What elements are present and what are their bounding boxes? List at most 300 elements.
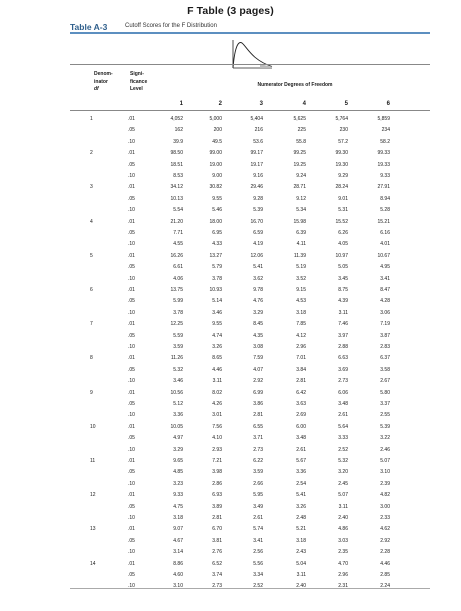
table-row [0, 125, 461, 135]
significance-level-cell: .01 [128, 526, 135, 533]
cutoff-value-cell: 16.26 [170, 252, 183, 259]
header-significance-line: Level [130, 86, 143, 92]
significance-level-cell: .05 [128, 469, 135, 476]
cutoff-value-cell: 3.41 [253, 537, 263, 544]
cutoff-value-cell: 4.95 [380, 264, 390, 271]
denominator-df-cell: 13 [90, 526, 96, 533]
table-row [0, 217, 461, 227]
header-bottom-rule [70, 110, 430, 111]
denominator-df-cell: 3 [90, 184, 93, 191]
significance-level-cell: .05 [128, 537, 135, 544]
denominator-df-cell: 11 [90, 458, 96, 464]
cutoff-value-cell: 2.31 [338, 583, 348, 590]
cutoff-value-cell: 3.11 [338, 309, 348, 316]
significance-level-cell: .10 [128, 583, 135, 590]
denominator-df-cell: 10 [90, 423, 96, 430]
cutoff-value-cell: 3.78 [173, 309, 183, 316]
cutoff-value-cell: 29.46 [250, 184, 263, 191]
cutoff-value-cell: 2.28 [380, 549, 390, 556]
header-denominator-line: Denom- [94, 71, 113, 77]
cutoff-value-cell: 5.39 [380, 423, 390, 430]
cutoff-value-cell: 3.26 [296, 503, 306, 510]
cutoff-value-cell: 19.30 [335, 161, 348, 168]
column-header: 2 [218, 101, 222, 107]
column-header: 1 [179, 101, 183, 107]
cutoff-value-cell: 4.55 [173, 241, 183, 248]
cutoff-value-cell: 4.86 [338, 526, 348, 533]
cutoff-value-cell: 4.82 [380, 492, 390, 499]
table-row [0, 114, 461, 124]
cutoff-value-cell: 4.35 [253, 332, 263, 339]
cutoff-value-cell: 9.55 [212, 195, 222, 202]
cutoff-value-cell: 2.54 [296, 480, 306, 487]
denominator-df-cell: 4 [90, 218, 93, 225]
cutoff-value-cell: 19.25 [293, 161, 306, 168]
caption-rule [70, 32, 430, 34]
column-header: 4 [302, 101, 306, 107]
significance-level-cell: .10 [128, 207, 135, 214]
denominator-df-cell: 8 [90, 355, 93, 362]
table-row [0, 490, 461, 500]
cutoff-value-cell: 3.11 [338, 503, 348, 510]
cutoff-value-cell: 9.12 [296, 195, 306, 202]
table-row [0, 308, 461, 318]
cutoff-value-cell: 13.27 [209, 252, 222, 259]
cutoff-value-cell: 2.39 [380, 480, 390, 487]
cutoff-value-cell: 6.63 [338, 355, 348, 362]
cutoff-value-cell: 4.70 [338, 560, 348, 567]
denominator-df-cell: 2 [90, 150, 93, 157]
cutoff-value-cell: 6.59 [253, 230, 263, 236]
denominator-df-cell: 5 [90, 252, 93, 259]
cutoff-value-cell: 2.66 [253, 480, 263, 487]
cutoff-value-cell: 225 [297, 127, 306, 134]
cutoff-value-cell: 2.96 [296, 344, 306, 350]
table-row [0, 331, 461, 341]
cutoff-value-cell: 3.46 [212, 309, 222, 316]
cutoff-value-cell: 49.5 [212, 138, 222, 145]
cutoff-value-cell: 3.18 [173, 515, 183, 521]
cutoff-value-cell: 18.51 [170, 161, 183, 168]
cutoff-value-cell: 3.62 [253, 275, 263, 282]
cutoff-value-cell: 27.91 [377, 184, 390, 191]
cutoff-value-cell: 4.26 [212, 401, 222, 407]
denominator-df-cell: 12 [90, 492, 96, 499]
cutoff-value-cell: 3.81 [212, 537, 222, 544]
cutoff-value-cell: 11.39 [293, 252, 306, 259]
cutoff-value-cell: 3.29 [173, 446, 183, 453]
cutoff-value-cell: 3.59 [173, 344, 183, 350]
cutoff-value-cell: 58.2 [380, 138, 390, 145]
cutoff-value-cell: 4.67 [173, 537, 183, 544]
table-row [0, 171, 461, 181]
cutoff-value-cell: 28.71 [293, 184, 306, 191]
cutoff-value-cell: 6.55 [253, 423, 263, 430]
cutoff-value-cell: 2.24 [380, 583, 390, 590]
significance-level-cell: .05 [128, 264, 135, 271]
cutoff-value-cell: 13.75 [170, 287, 183, 293]
cutoff-value-cell: 8.53 [173, 173, 183, 179]
table-row [0, 524, 461, 534]
table-row [0, 285, 461, 295]
significance-level-cell: .05 [128, 127, 135, 134]
significance-level-cell: .05 [128, 572, 135, 578]
significance-level-cell: .01 [128, 458, 135, 464]
significance-level-cell: .05 [128, 366, 135, 373]
cutoff-value-cell: 55.8 [296, 138, 306, 145]
cutoff-value-cell: 4.62 [380, 526, 390, 533]
table-row [0, 194, 461, 204]
denominator-df-cell: 7 [90, 321, 93, 328]
cutoff-value-cell: 12.06 [250, 252, 263, 259]
cutoff-value-cell: 2.85 [380, 572, 390, 578]
cutoff-value-cell: 10.93 [209, 287, 222, 293]
cutoff-value-cell: 5.56 [253, 560, 263, 567]
table-row [0, 433, 461, 443]
cutoff-value-cell: 9.28 [253, 195, 263, 202]
header-denominator [94, 71, 113, 94]
cutoff-value-cell: 5.14 [212, 298, 222, 305]
cutoff-value-cell: 9.29 [338, 173, 348, 179]
cutoff-value-cell: 3.52 [296, 275, 306, 282]
table-row [0, 388, 461, 398]
significance-level-cell: .05 [128, 230, 135, 236]
cutoff-value-cell: 200 [213, 127, 222, 134]
cutoff-value-cell: 5.32 [338, 458, 348, 464]
header-significance-line: Signi- [130, 71, 144, 77]
cutoff-value-cell: 5.41 [253, 264, 263, 271]
cutoff-value-cell: 3.18 [296, 537, 306, 544]
table-row [0, 205, 461, 215]
cutoff-value-cell: 8.65 [212, 355, 222, 362]
cutoff-value-cell: 4.74 [212, 332, 222, 339]
cutoff-value-cell: 99.00 [209, 150, 222, 157]
cutoff-value-cell: 5.99 [173, 298, 183, 305]
significance-level-cell: .05 [128, 298, 135, 305]
column-header: 5 [344, 101, 348, 107]
cutoff-value-cell: 6.99 [253, 389, 263, 396]
cutoff-value-cell: 4.12 [296, 332, 306, 339]
cutoff-value-cell: 5.67 [296, 458, 306, 464]
cutoff-value-cell: 9.15 [296, 287, 306, 293]
cutoff-value-cell: 98.50 [170, 150, 183, 157]
cutoff-value-cell: 3.84 [296, 366, 306, 373]
f-distribution-curve-icon [230, 38, 274, 72]
cutoff-value-cell: 7.56 [212, 423, 222, 430]
table-caption-row [70, 20, 430, 38]
cutoff-value-cell: 3.06 [380, 309, 390, 316]
cutoff-value-cell: 3.98 [212, 469, 222, 476]
significance-level-cell: .01 [128, 252, 135, 259]
cutoff-value-cell: 4.05 [338, 241, 348, 248]
cutoff-value-cell: 3.26 [212, 344, 222, 350]
significance-level-cell: .10 [128, 344, 135, 350]
cutoff-value-cell: 3.69 [338, 366, 348, 373]
cutoff-value-cell: 3.20 [338, 469, 348, 476]
cutoff-value-cell: 3.78 [212, 275, 222, 282]
cutoff-value-cell: 8.45 [253, 321, 263, 328]
cutoff-value-cell: 2.92 [380, 537, 390, 544]
significance-level-cell: .05 [128, 401, 135, 407]
cutoff-value-cell: 6.06 [338, 389, 348, 396]
page-title: F Table (3 pages) [187, 5, 274, 17]
table-row [0, 376, 461, 386]
cutoff-value-cell: 99.25 [293, 150, 306, 157]
cutoff-value-cell: 3.14 [173, 549, 183, 556]
table-row [0, 262, 461, 272]
significance-level-cell: .10 [128, 412, 135, 419]
header-significance-line: ficance [130, 78, 148, 85]
cutoff-value-cell: 7.71 [173, 230, 183, 236]
cutoff-value-cell: 216 [254, 127, 263, 134]
cutoff-value-cell: 2.67 [380, 378, 390, 385]
cutoff-value-cell: 9.07 [173, 526, 183, 533]
cutoff-value-cell: 3.48 [338, 401, 348, 407]
table-row [0, 570, 461, 580]
cutoff-value-cell: 4.07 [253, 366, 263, 373]
cutoff-value-cell: 2.40 [296, 583, 306, 590]
cutoff-value-cell: 7.85 [296, 321, 306, 328]
cutoff-value-cell: 5.32 [173, 366, 183, 373]
cutoff-value-cell: 3.36 [296, 469, 306, 476]
table-row [0, 239, 461, 249]
cutoff-value-cell: 4.60 [173, 572, 183, 578]
denominator-df-cell: 6 [90, 287, 93, 293]
cutoff-value-cell: 2.81 [253, 412, 263, 419]
cutoff-value-cell: 2.88 [338, 344, 348, 350]
table-row [0, 559, 461, 569]
significance-level-cell: .10 [128, 138, 135, 145]
cutoff-value-cell: 4.46 [380, 560, 390, 567]
significance-level-cell: .01 [128, 218, 135, 225]
column-header: 3 [259, 101, 263, 107]
cutoff-value-cell: 2.45 [338, 480, 348, 487]
cutoff-value-cell: 3.59 [253, 469, 263, 476]
cutoff-value-cell: 2.33 [380, 515, 390, 521]
cutoff-value-cell: 2.55 [380, 412, 390, 419]
cutoff-value-cell: 9.55 [212, 321, 222, 328]
cutoff-value-cell: 10.13 [170, 195, 183, 202]
cutoff-value-cell: 3.22 [380, 435, 390, 442]
cutoff-value-cell: 2.81 [296, 378, 306, 385]
cutoff-value-cell: 10.67 [377, 252, 390, 259]
header-top-rule [70, 64, 430, 65]
cutoff-value-cell: 5,764 [335, 116, 348, 122]
cutoff-value-cell: 3.45 [338, 275, 348, 282]
significance-level-cell: .10 [128, 480, 135, 487]
cutoff-value-cell: 3.36 [173, 412, 183, 419]
cutoff-value-cell: 2.76 [212, 549, 222, 556]
cutoff-value-cell: 4.76 [253, 298, 263, 305]
significance-level-cell: .10 [128, 309, 135, 316]
cutoff-value-cell: 10.97 [335, 252, 348, 259]
cutoff-value-cell: 6.42 [296, 389, 306, 396]
table-row [0, 148, 461, 158]
cutoff-value-cell: 2.61 [296, 446, 306, 453]
cutoff-value-cell: 2.73 [253, 446, 263, 453]
cutoff-value-cell: 5.80 [380, 389, 390, 396]
significance-level-cell: .10 [128, 446, 135, 453]
cutoff-value-cell: 5.41 [296, 492, 306, 499]
header-numerator-title: Numerator Degrees of Freedom [257, 82, 333, 88]
cutoff-value-cell: 28.24 [335, 184, 348, 191]
significance-level-cell: .05 [128, 195, 135, 202]
cutoff-value-cell: 4.53 [296, 298, 306, 305]
cutoff-value-cell: 99.30 [335, 150, 348, 157]
table-row [0, 342, 461, 352]
cutoff-value-cell: 3.11 [212, 378, 222, 385]
table-row [0, 228, 461, 238]
cutoff-value-cell: 5.64 [338, 423, 348, 430]
significance-level-cell: .01 [128, 287, 135, 293]
cutoff-value-cell: 15.98 [293, 218, 306, 225]
header-denominator-line: df [94, 86, 99, 92]
significance-level-cell: .10 [128, 241, 135, 248]
cutoff-value-cell: 3.71 [253, 435, 263, 442]
cutoff-value-cell: 8.86 [173, 560, 183, 567]
table-row [0, 251, 461, 261]
cutoff-value-cell: 57.2 [338, 138, 348, 145]
significance-level-cell: .10 [128, 173, 135, 179]
header-significance [130, 71, 147, 94]
cutoff-value-cell: 4.97 [173, 435, 183, 442]
cutoff-value-cell: 7.21 [212, 458, 222, 464]
cutoff-value-cell: 3.97 [338, 332, 348, 339]
cutoff-value-cell: 2.73 [212, 583, 222, 590]
cutoff-value-cell: 8.75 [338, 287, 348, 293]
table-row [0, 399, 461, 409]
significance-level-cell: .10 [128, 515, 135, 521]
cutoff-value-cell: 2.69 [296, 412, 306, 419]
cutoff-value-cell: 5,625 [293, 116, 306, 122]
cutoff-value-cell: 2.93 [212, 446, 222, 453]
table-row [0, 365, 461, 375]
cutoff-value-cell: 99.17 [250, 150, 263, 157]
cutoff-value-cell: 3.00 [380, 503, 390, 510]
table-row [0, 536, 461, 546]
cutoff-value-cell: 5.79 [212, 264, 222, 271]
cutoff-value-cell: 10.05 [170, 423, 183, 430]
cutoff-value-cell: 3.08 [253, 344, 263, 350]
cutoff-value-cell: 3.58 [380, 366, 390, 373]
cutoff-value-cell: 3.86 [253, 401, 263, 407]
cutoff-value-cell: 5.34 [296, 207, 306, 214]
cutoff-value-cell: 3.49 [253, 503, 263, 510]
table-bottom-rule [70, 588, 430, 589]
significance-level-cell: .01 [128, 184, 135, 191]
cutoff-value-cell: 5.39 [253, 207, 263, 214]
cutoff-value-cell: 6.95 [212, 230, 222, 236]
table-row [0, 410, 461, 420]
cutoff-value-cell: 11.26 [170, 355, 183, 362]
cutoff-value-cell: 3.48 [296, 435, 306, 442]
table-row [0, 422, 461, 432]
significance-level-cell: .01 [128, 389, 135, 396]
cutoff-value-cell: 2.35 [338, 549, 348, 556]
cutoff-value-cell: 9.24 [296, 173, 306, 179]
cutoff-value-cell: 230 [339, 127, 348, 134]
cutoff-value-cell: 2.83 [380, 344, 390, 350]
cutoff-value-cell: 6.00 [296, 423, 306, 430]
significance-level-cell: .01 [128, 321, 135, 328]
cutoff-value-cell: 4.01 [380, 241, 390, 248]
cutoff-value-cell: 7.46 [338, 321, 348, 328]
cutoff-value-cell: 16.70 [250, 218, 263, 225]
denominator-df-cell: 9 [90, 389, 93, 396]
cutoff-value-cell: 19.00 [209, 161, 222, 168]
cutoff-value-cell: 4.46 [212, 366, 222, 373]
cutoff-value-cell: 3.11 [296, 572, 306, 578]
cutoff-value-cell: 5.05 [338, 264, 348, 271]
cutoff-value-cell: 3.01 [212, 412, 222, 419]
cutoff-value-cell: 2.40 [338, 515, 348, 521]
cutoff-value-cell: 2.56 [253, 549, 263, 556]
table-row [0, 547, 461, 557]
cutoff-value-cell: 2.46 [380, 446, 390, 453]
table-row [0, 502, 461, 512]
cutoff-value-cell: 34.12 [170, 184, 183, 191]
cutoff-value-cell: 3.10 [173, 583, 183, 590]
cutoff-value-cell: 21.20 [170, 218, 183, 225]
cutoff-value-cell: 15.52 [335, 218, 348, 225]
cutoff-value-cell: 3.10 [380, 469, 390, 476]
cutoff-value-cell: 162 [174, 127, 183, 134]
table-row [0, 456, 461, 466]
denominator-df-cell: 1 [90, 116, 93, 122]
cutoff-value-cell: 30.82 [209, 184, 222, 191]
table-label: Table A-3 [70, 22, 108, 32]
significance-level-cell: .01 [128, 116, 135, 122]
cutoff-value-cell: 6.61 [173, 264, 183, 271]
cutoff-value-cell: 4.10 [212, 435, 222, 442]
table-row [0, 296, 461, 306]
cutoff-value-cell: 53.6 [253, 138, 263, 145]
cutoff-value-cell: 3.33 [338, 435, 348, 442]
cutoff-value-cell: 3.41 [380, 275, 390, 282]
significance-level-cell: .01 [128, 492, 135, 499]
cutoff-value-cell: 3.87 [380, 332, 390, 339]
table-row [0, 479, 461, 489]
table-caption: Cutoff Scores for the F Distribution [125, 23, 217, 29]
cutoff-value-cell: 4.85 [173, 469, 183, 476]
cutoff-value-cell: 9.65 [173, 458, 183, 464]
cutoff-value-cell: 2.61 [338, 412, 348, 419]
cutoff-value-cell: 2.92 [253, 378, 263, 385]
cutoff-value-cell: 2.81 [212, 515, 222, 521]
cutoff-value-cell: 6.39 [296, 230, 306, 236]
cutoff-value-cell: 2.61 [253, 515, 263, 521]
cutoff-value-cell: 5,859 [377, 116, 390, 122]
cutoff-value-cell: 10.56 [170, 389, 183, 396]
cutoff-value-cell: 5.21 [296, 526, 306, 533]
cutoff-value-cell: 3.18 [296, 309, 306, 316]
cutoff-value-cell: 6.70 [212, 526, 222, 533]
cutoff-value-cell: 8.47 [380, 287, 390, 293]
cutoff-value-cell: 18.00 [209, 218, 222, 225]
cutoff-value-cell: 99.33 [377, 150, 390, 157]
table-row [0, 513, 461, 523]
cutoff-value-cell: 9.16 [253, 173, 263, 179]
cutoff-value-cell: 9.00 [212, 173, 222, 179]
cutoff-value-cell: 3.23 [173, 480, 183, 487]
cutoff-value-cell: 9.78 [253, 287, 263, 293]
cutoff-value-cell: 5.28 [380, 207, 390, 214]
cutoff-value-cell: 15.21 [377, 218, 390, 225]
cutoff-value-cell: 7.59 [253, 355, 263, 362]
significance-level-cell: .01 [128, 560, 135, 567]
significance-level-cell: .10 [128, 549, 135, 556]
cutoff-value-cell: 5.04 [296, 560, 306, 567]
